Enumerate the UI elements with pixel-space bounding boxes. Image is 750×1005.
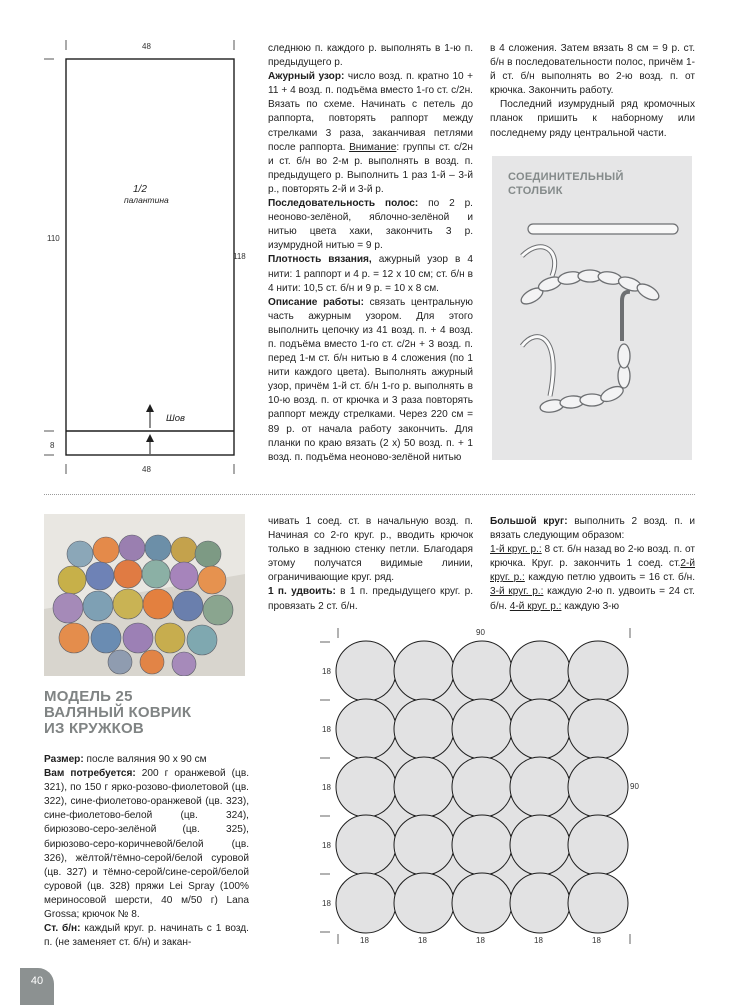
big-circle	[336, 873, 396, 933]
label-gauge: Плотность вязания,	[268, 254, 372, 266]
instructions-column-2	[268, 42, 473, 465]
scheme-left-label: 18	[322, 841, 331, 850]
circle-layout-scheme	[318, 626, 648, 946]
big-circle	[568, 815, 628, 875]
big-circle	[336, 815, 396, 875]
scheme-bottom-label: 18	[534, 936, 543, 945]
label-size: Размер:	[44, 754, 84, 765]
label-big-circle: Большой круг:	[490, 516, 568, 527]
instructions-column-2-lower	[268, 515, 473, 614]
arrow-up-icon	[146, 404, 154, 428]
instructions-column-3-lower	[490, 515, 695, 614]
label-openwork: Ажурный узор:	[268, 71, 345, 83]
scheme-top-label: 90	[476, 628, 485, 637]
big-circle	[452, 641, 512, 701]
big-circle	[568, 757, 628, 817]
paragraph: Большой круг: выполнить 2 возд. п. и вязать следующим образом:	[490, 516, 695, 542]
scheme-bottom-label: 18	[360, 936, 369, 945]
instructions-column-3	[490, 42, 695, 141]
big-circle	[510, 873, 570, 933]
scheme-right-label: 90	[630, 782, 639, 791]
paragraph: Плотность вязания, ажурный узор в 4 нити: 1 раппорт и 4 р. = 12 x 10 см; ст. б/н в 4 нити: 10,5 ст. б/н и 9 р. = 10 x 8 см.	[268, 254, 474, 294]
label-description: Описание работы:	[268, 296, 364, 308]
big-circle	[336, 641, 396, 701]
big-circle	[394, 873, 454, 933]
big-circle	[452, 699, 512, 759]
big-circle	[452, 757, 512, 817]
pattern-width-top: 48	[142, 42, 151, 51]
arrow-up-icon	[146, 434, 154, 454]
pattern-label-name: палантина	[124, 195, 169, 205]
big-circle	[510, 699, 570, 759]
scheme-left-label: 18	[322, 667, 331, 676]
paragraph: Вам потребуется: 200 г оранжевой (цв. 321), по 150 г ярко-розово-фиолетовой (цв. 322), сине-фиолетово-оранжевой (цв. 323), сине-фиолетово-белой (цв. 324), бирюзово-серо-зелёной (цв. 325), бирюзово-серо-коричневой/белой (цв. 326), жёлтой/тёмно-серой/белой суровой (цв. 327) и тёмно-серой/сине-серой/белой суровой (цв. 328) пряжи Lei Spray (100% мериносовой шерсти, 40 м/50 г) Lana Grossa; крючок № 8.	[44, 768, 249, 921]
pattern-width-bottom: 48	[142, 465, 151, 474]
big-circle	[568, 641, 628, 701]
scheme-left-label: 18	[322, 783, 331, 792]
pattern-hem: 8	[50, 441, 55, 450]
scheme-bottom-label: 18	[592, 936, 601, 945]
scheme-left-label: 18	[322, 899, 331, 908]
big-circle	[394, 815, 454, 875]
big-circle	[510, 757, 570, 817]
big-circle	[394, 641, 454, 701]
paragraph: в 4 сложения. Затем вязать 8 см = 9 р. ст. б/н в последовательности полос, причём 1-й ст. б/н выполнять во 2-ю возд. п. от крючка. Закончить работу.	[490, 43, 695, 97]
big-circle	[510, 641, 570, 701]
scheme-bottom-label: 18	[418, 936, 427, 945]
big-circle	[394, 699, 454, 759]
page-number: 40	[20, 968, 54, 1005]
big-circle	[452, 815, 512, 875]
big-circle	[568, 699, 628, 759]
paragraph: Размер: после валяния 90 x 90 см	[44, 754, 207, 765]
pattern-height-left: 110	[47, 234, 60, 243]
big-circle	[394, 757, 454, 817]
scheme-bottom-label: 18	[476, 936, 485, 945]
big-circle	[336, 757, 396, 817]
pattern-height-right: 118	[233, 252, 246, 261]
pattern-drawing	[40, 36, 250, 476]
stitch-title: СОЕДИНИТЕЛЬНЫЙ СТОЛБИК	[508, 171, 624, 197]
paragraph: 1 п. удвоить: в 1 п. предыдущего круг. р. провязать 2 ст. б/н.	[268, 586, 473, 612]
rug-image	[44, 514, 245, 676]
pattern-seam-label: Шов	[166, 413, 185, 424]
scheme-left-label: 18	[322, 725, 331, 734]
big-circle	[452, 873, 512, 933]
stitch-illustration-box	[492, 156, 692, 460]
pattern-label-fraction: 1/2	[133, 184, 147, 195]
big-circle	[510, 815, 570, 875]
paragraph: следнюю п. каждого р. выполнять в 1-ю п. предыдущего р.	[268, 43, 473, 69]
rug-photo	[44, 514, 245, 676]
label-single-crochet: Ст. б/н:	[44, 923, 81, 935]
paragraph: Последний изумрудный ряд кромочных планок пришить к наборному или последнему ряду центральной части.	[490, 99, 695, 139]
paragraph: Описание работы: связать центральную часть ажурным узором. Для этого выполнить цепочку из 41 возд. п. + 4 возд. п. подъёма вместо 1-го ст. с/2н + 3 возд. п. перед 1-м ст. б/н нитью в 4 сложения (по 1 нити каждого цвета). Выполнять ажурный узор, причём 1-й ст. б/н 1-го р. выполнять в 10-ю возд. п. от крючка и 3 раза повторять раппорт между стрелками. Через 220 см = 89 р. от начала работу закончить. Для планки по краю вязать (2 x) 50 возд. п. + 1 возд. п. подъёма неоново-зелёной нитью	[268, 296, 474, 463]
slip-stitch-illustration	[492, 196, 692, 456]
paragraph: Последовательность полос: по 2 р. неоново-зелёной, яблочно-зелёной и нитью цвета хаки, закончить 3 р. изумрудной нитью = 9 р.	[268, 198, 473, 252]
paragraph: Ст. б/н: каждый круг. р. начинать с 1 возд. п. (не заменяет ст. б/н) и закан-	[44, 923, 249, 949]
label-stripes: Последовательность полос:	[268, 198, 419, 210]
big-circle	[336, 699, 396, 759]
big-circle	[568, 873, 628, 933]
paragraph: Ажурный узор: число возд. п. кратно 10 + 11 + 4 возд. п. подъёма вместо 1-го ст. с/2н. Вязать по схеме. Начинать с петель до раппорта, повторять раппорт между стрелками 3 раза, заканчивая петлями после раппорта. Внимание: группы ст. с/2н и ст. б/н во 2-м р. выполнять в возд. п. предыдущего р. Выполнить 1 раз 1-й – 3-й р., повторять 2-й и 3-й р.	[268, 71, 473, 195]
label-materials: Вам потребуется:	[44, 768, 136, 780]
paragraph: 1-й круг. р.: 8 ст. б/н назад во 2-ю возд. п. от крючка. Круг. р. закончить 1 соед. ст.2-й круг. р.: каждую петлю удвоить = 16 ст. б/н. 3-й круг. р.: каждую 2-ю п. удвоить = 24 ст. б/н. 4-й круг. р.: каждую 3-ю	[490, 544, 696, 612]
paragraph: чивать 1 соед. ст. в начальную возд. п. Начиная со 2-го круг. р., вводить крючок только в заднюю стенку петли. Благодаря этому получатся видимые линии, ограничивающие круг. ряд.	[268, 516, 473, 584]
model-title: МОДЕЛЬ 25 ВАЛЯНЫЙ КОВРИК ИЗ КРУЖКОВ	[44, 688, 192, 737]
attention-word: Внимание	[349, 141, 397, 153]
model-materials-column	[44, 753, 249, 950]
label-double: 1 п. удвоить:	[268, 586, 336, 598]
section-divider	[44, 494, 695, 495]
